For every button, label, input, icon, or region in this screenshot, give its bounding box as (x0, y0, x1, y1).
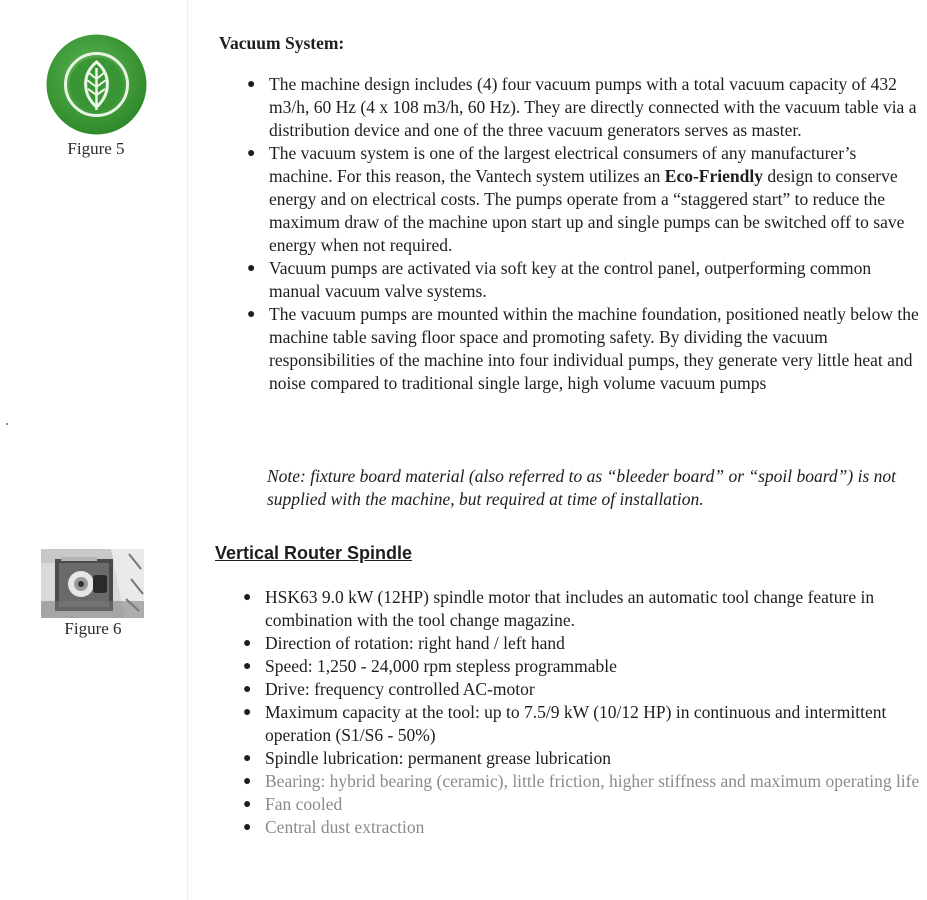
bullet-text: Fan cooled (265, 794, 343, 814)
spindle-heading: Vertical Router Spindle (215, 543, 413, 563)
list-item (243, 816, 923, 839)
bullet-text: HSK63 9.0 kW (12HP) spindle motor that includes an automatic tool change feature in combination with the tool change magazine. (265, 587, 875, 630)
bullet-text: Direction of rotation: right hand / left hand (265, 633, 565, 653)
list-item (247, 142, 923, 257)
bullet-icon: ● (243, 797, 252, 812)
list-item (247, 257, 923, 303)
bullet-icon: ● (243, 774, 252, 789)
list-item (243, 586, 923, 632)
bullet-text: The machine design includes (4) four vacuum pumps with a total vacuum capacity of 432 m3/h, 60 Hz (4 x 108 m3/h, 60 Hz). They are directly connected with the vacuum table via a distribution device and one of the three vacuum generators serves as master. (269, 74, 917, 140)
bullet-text-start: The vacuum system is one of the largest electrical consumers of any manufacturer’s machine. For this reason, the Vantech system utilizes an (269, 143, 857, 186)
spindle-image-icon (41, 549, 144, 618)
bullet-text: The vacuum pumps are mounted within the machine foundation, positioned neatly below the machine table saving floor space and promoting safety. By dividing the vacuum responsibilities of the machine into four individual pumps, they generate very little heat and noise compared to traditional single large, high volume vacuum pumps (269, 304, 919, 393)
bullet-icon: ● (243, 636, 252, 651)
list-item (243, 655, 923, 678)
list-item (247, 303, 923, 395)
bullet-text: Speed: 1,250 - 24,000 rpm stepless programmable (265, 656, 617, 676)
bullet-text: Drive: frequency controlled AC-motor (265, 679, 535, 699)
bullet-icon: ● (243, 751, 252, 766)
list-item (243, 678, 923, 701)
bullet-text: Central dust extraction (265, 817, 425, 837)
vacuum-bullet-list (247, 73, 923, 395)
eco-friendly-badge (46, 34, 147, 135)
spindle-photo (41, 549, 144, 618)
bullet-icon: ● (243, 820, 252, 835)
list-item (243, 747, 923, 770)
bullet-icon: ● (247, 307, 256, 322)
bullet-icon: ● (243, 705, 252, 720)
bullet-icon: ● (247, 261, 256, 276)
list-item (247, 73, 923, 142)
spindle-bullet-list (243, 586, 923, 839)
bullet-icon: ● (243, 682, 252, 697)
leaf-icon (46, 34, 147, 135)
bullet-icon: ● (247, 77, 256, 92)
vacuum-system-heading: Vacuum System: (219, 33, 345, 53)
figure-6-caption: Figure 6 (64, 619, 122, 638)
list-item (243, 701, 923, 747)
bullet-text: Spindle lubrication: permanent grease lubrication (265, 748, 612, 768)
bullet-icon: ● (243, 590, 252, 605)
list-item (243, 770, 923, 793)
bullet-text: Bearing: hybrid bearing (ceramic), little friction, higher stiffness and maximum operating life (265, 771, 920, 791)
bullet-icon: ● (247, 146, 256, 161)
fixture-board-note: Note: fixture board material (also referred to as “bleeder board” or “spoil board”) is not supplied with the machine, but required at time of installation. (267, 466, 897, 509)
bullet-text-end: design to conserve energy and on electrical costs. The pumps operate from a “staggered start” to reduce the maximum draw of the machine upon start up and single pumps can be switched off to save energy when not required. (269, 166, 905, 255)
bullet-icon: ● (243, 659, 252, 674)
column-divider (187, 0, 188, 900)
bullet-text: Vacuum pumps are activated via soft key at the control panel, outperforming common manual vacuum valve systems. (269, 258, 872, 301)
list-item (243, 793, 923, 816)
scan-speck (6, 423, 8, 425)
list-item (243, 632, 923, 655)
figure-5-caption: Figure 5 (67, 139, 125, 158)
eco-friendly-emphasis: Eco-Friendly (664, 166, 763, 186)
bullet-text: Maximum capacity at the tool: up to 7.5/9 kW (10/12 HP) in continuous and intermittent operation (S1/S6 - 50%) (265, 702, 887, 745)
